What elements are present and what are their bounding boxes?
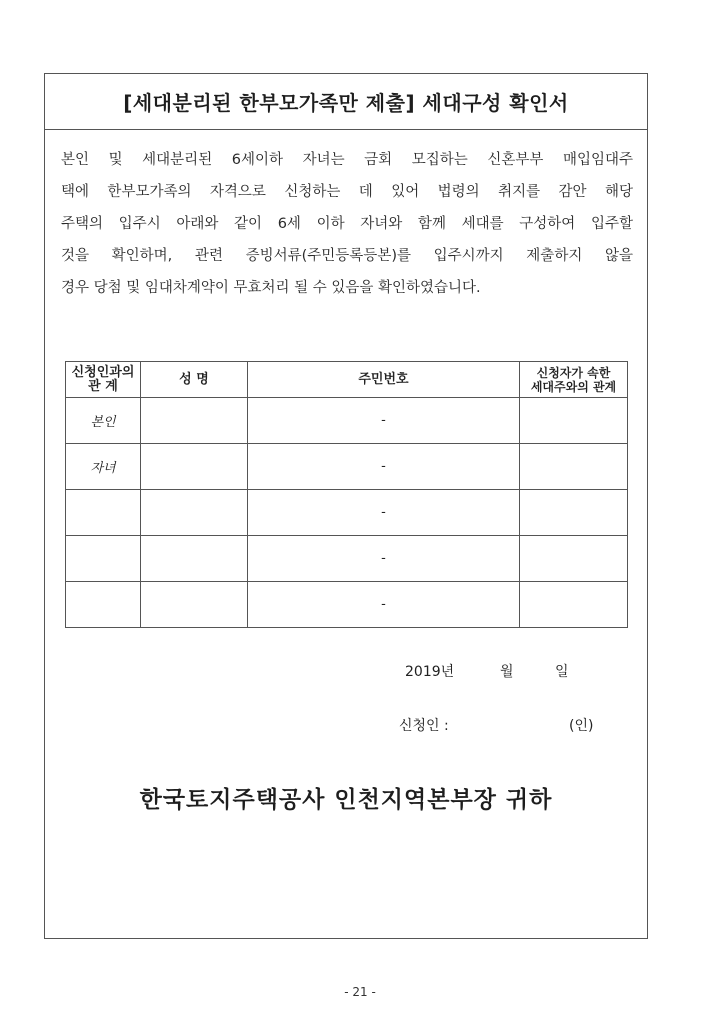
table-row: [66, 582, 628, 628]
name-cell[interactable]: [141, 444, 248, 490]
relation-cell: 본인: [66, 398, 141, 444]
id-number-cell[interactable]: -: [248, 398, 520, 444]
relation-cell[interactable]: [66, 490, 141, 536]
id-number-cell[interactable]: -: [248, 536, 520, 582]
statement-line: 경우 당첨 및 임대차계약이 무효처리 될 수 있음을 확인하였습니다.: [61, 280, 481, 296]
household-relation-cell[interactable]: [520, 582, 628, 628]
household-relation-cell[interactable]: [520, 536, 628, 582]
seal-mark: (인): [569, 718, 594, 734]
table-row: [66, 536, 628, 582]
relation-cell[interactable]: [66, 582, 141, 628]
form-frame: [44, 73, 648, 939]
household-relation-cell[interactable]: [520, 398, 628, 444]
id-number-cell[interactable]: -: [248, 444, 520, 490]
header-name: 성 명: [141, 362, 248, 398]
confirmation-statement: [61, 144, 633, 304]
date-line: [405, 661, 569, 681]
table-header-row: [66, 362, 628, 398]
relation-cell: 자녀: [66, 444, 141, 490]
applicant-label: 신청인 :: [399, 718, 449, 734]
header-relation: 신청인과의 관 계: [66, 362, 141, 398]
title-bar: [45, 74, 647, 130]
header-id-number: 주민번호: [248, 362, 520, 398]
date-day: 일: [555, 664, 569, 680]
name-cell[interactable]: [141, 398, 248, 444]
household-relation-cell[interactable]: [520, 444, 628, 490]
table-row: [66, 444, 628, 490]
id-number-cell[interactable]: -: [248, 582, 520, 628]
household-relation-cell[interactable]: [520, 490, 628, 536]
name-cell[interactable]: [141, 490, 248, 536]
name-cell[interactable]: [141, 536, 248, 582]
statement-line: 것을 확인하며, 관련 증빙서류(주민등록등본)를 입주시까지 제출하지 않을: [61, 248, 633, 264]
date-month: 월: [500, 664, 514, 680]
date-year: 2019년: [405, 664, 455, 680]
document-title: [세대분리된 한부모가족만 제출] 세대구성 확인서: [123, 91, 569, 115]
statement-line: 본인 및 세대분리된 6세이하 자녀는 금회 모집하는 신혼부부 매입임대주: [61, 152, 633, 168]
page-number: - 21 -: [344, 985, 376, 999]
household-table: [65, 361, 628, 628]
table-row: [66, 490, 628, 536]
statement-line: 주택의 입주시 아래와 같이 6세 이하 자녀와 함께 세대를 구성하여 입주할: [61, 216, 633, 232]
id-number-cell[interactable]: -: [248, 490, 520, 536]
relation-cell[interactable]: [66, 536, 141, 582]
recipient-line: 한국토지주택공사 인천지역본부장 귀하: [139, 787, 553, 813]
name-cell[interactable]: [141, 582, 248, 628]
table-row: [66, 398, 628, 444]
statement-line: 택에 한부모가족의 자격으로 신청하는 데 있어 법령의 취지를 감안 해당: [61, 184, 633, 200]
header-household-relation: 신청자가 속한 세대주와의 관계: [520, 362, 628, 398]
applicant-signature-line: [399, 715, 593, 735]
